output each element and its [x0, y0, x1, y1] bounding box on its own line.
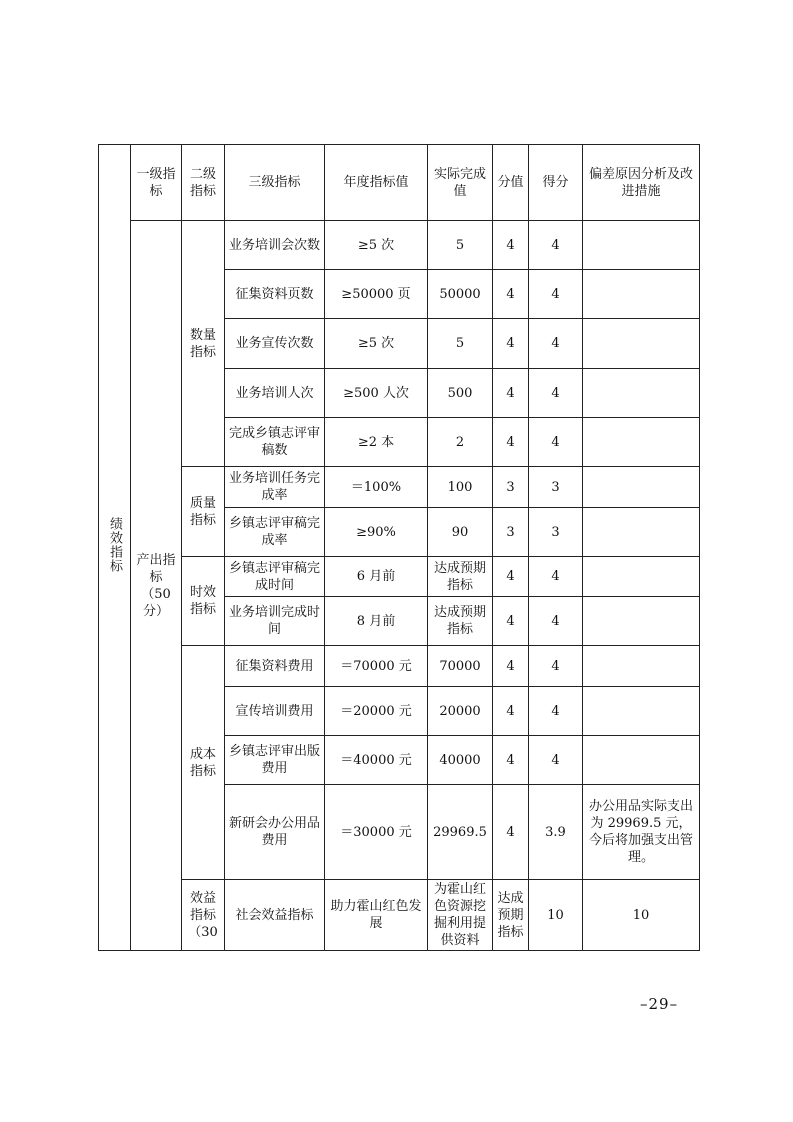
indicator-cell: 征集资料页数	[225, 270, 325, 319]
header-score: 得分	[529, 145, 583, 221]
weight-cell: 4	[493, 597, 529, 646]
header-annual-target: 年度指标值	[325, 145, 428, 221]
weight-cell: 10	[529, 880, 583, 951]
score-cell: 4	[529, 270, 583, 319]
weight-cell: 3	[493, 508, 529, 557]
page-number: –29–	[640, 995, 679, 1013]
note-cell	[583, 270, 700, 319]
target-cell: ＝40000 元	[325, 736, 428, 785]
actual-cell: 2	[428, 418, 493, 467]
table-row	[99, 221, 700, 270]
header-actual: 实际完成值	[428, 145, 493, 221]
indicator-cell: 新研会办公用品费用	[225, 785, 325, 880]
table-row	[99, 557, 700, 597]
score-cell: 4	[529, 557, 583, 597]
group-social: 社会效益指标	[225, 880, 325, 951]
score-cell: 4	[529, 736, 583, 785]
weight-cell: 4	[493, 270, 529, 319]
weight-cell: 4	[493, 557, 529, 597]
note-cell	[583, 597, 700, 646]
target-cell: 为霍山红色资源挖掘利用提供资料	[428, 880, 493, 951]
note-cell: 办公用品实际支出为 29969.5 元，今后将加强支出管理。	[583, 785, 700, 880]
target-cell: ＝100%	[325, 467, 428, 508]
side-label: 绩效指标	[107, 517, 122, 573]
target-cell: 8 月前	[325, 597, 428, 646]
weight-cell: 4	[493, 785, 529, 880]
header-level3: 三级指标	[225, 145, 325, 221]
target-cell: ≥50000 页	[325, 270, 428, 319]
note-cell	[583, 736, 700, 785]
score-cell: 4	[529, 646, 583, 687]
indicator-cell: 业务培训会次数	[225, 221, 325, 270]
header-deviation: 偏差原因分析及改进措施	[583, 145, 700, 221]
indicator-cell: 完成乡镇志评审稿数	[225, 418, 325, 467]
weight-cell: 4	[493, 736, 529, 785]
score-cell: 4	[529, 369, 583, 418]
actual-cell: 40000	[428, 736, 493, 785]
indicator-cell: 业务宣传次数	[225, 319, 325, 369]
target-cell: ≥2 本	[325, 418, 428, 467]
indicator-cell: 助力霍山红色发展	[325, 880, 428, 951]
table-row	[99, 646, 700, 687]
header-row	[99, 145, 700, 221]
score-cell: 4	[529, 221, 583, 270]
score-cell: 4	[529, 418, 583, 467]
score-cell: 4	[529, 687, 583, 736]
performance-indicator-table	[98, 144, 700, 951]
actual-cell: 5	[428, 221, 493, 270]
indicator-cell: 业务培训人次	[225, 369, 325, 418]
weight-cell: 4	[493, 319, 529, 369]
group-quantity: 数量指标	[182, 221, 225, 467]
actual-cell: 100	[428, 467, 493, 508]
indicator-cell: 乡镇志评审稿完成时间	[225, 557, 325, 597]
indicator-cell: 业务培训完成时间	[225, 597, 325, 646]
note-cell	[583, 646, 700, 687]
indicator-cell: 宣传培训费用	[225, 687, 325, 736]
header-level1: 一级指标	[131, 145, 182, 221]
note-cell	[583, 319, 700, 369]
weight-cell: 4	[493, 418, 529, 467]
actual-cell: 50000	[428, 270, 493, 319]
target-cell: ＝70000 元	[325, 646, 428, 687]
actual-cell: 达成预期指标	[428, 597, 493, 646]
table-row	[99, 880, 700, 951]
note-cell	[583, 557, 700, 597]
indicator-cell: 征集资料费用	[225, 646, 325, 687]
group-quality: 质量指标	[182, 467, 225, 557]
actual-cell: 500	[428, 369, 493, 418]
target-cell: ＝20000 元	[325, 687, 428, 736]
group-output: 产出指标（50分）	[131, 221, 182, 951]
actual-cell: 达成预期指标	[428, 557, 493, 597]
weight-cell: 4	[493, 687, 529, 736]
actual-cell: 90	[428, 508, 493, 557]
group-benefit: 效益指标（30	[182, 880, 225, 951]
weight-cell: 4	[493, 221, 529, 270]
actual-cell: 5	[428, 319, 493, 369]
weight-cell: 4	[493, 646, 529, 687]
header-level2: 二级指标	[182, 145, 225, 221]
header-weight: 分值	[493, 145, 529, 221]
table-row	[99, 467, 700, 508]
note-cell	[583, 221, 700, 270]
group-cost: 成本指标	[182, 646, 225, 880]
weight-cell: 3	[493, 467, 529, 508]
indicator-cell: 乡镇志评审稿完成率	[225, 508, 325, 557]
note-cell	[583, 687, 700, 736]
actual-cell: 29969.5	[428, 785, 493, 880]
actual-cell: 20000	[428, 687, 493, 736]
note-cell	[583, 467, 700, 508]
score-cell: 3	[529, 467, 583, 508]
score-cell: 10	[583, 880, 700, 951]
score-cell: 3.9	[529, 785, 583, 880]
indicator-cell: 乡镇志评审出版费用	[225, 736, 325, 785]
target-cell: ≥5 次	[325, 319, 428, 369]
actual-cell: 70000	[428, 646, 493, 687]
score-cell: 3	[529, 508, 583, 557]
score-cell: 4	[529, 319, 583, 369]
group-timeliness: 时效指标	[182, 557, 225, 646]
target-cell: ≥5 次	[325, 221, 428, 270]
target-cell: ≥90%	[325, 508, 428, 557]
target-cell: ≥500 人次	[325, 369, 428, 418]
note-cell	[583, 418, 700, 467]
indicator-cell: 业务培训任务完成率	[225, 467, 325, 508]
target-cell: 6 月前	[325, 557, 428, 597]
note-cell	[583, 369, 700, 418]
target-cell: ＝30000 元	[325, 785, 428, 880]
side-label-cell	[99, 145, 131, 951]
weight-cell: 4	[493, 369, 529, 418]
note-cell	[583, 508, 700, 557]
actual-cell: 达成预期指标	[493, 880, 529, 951]
score-cell: 4	[529, 597, 583, 646]
